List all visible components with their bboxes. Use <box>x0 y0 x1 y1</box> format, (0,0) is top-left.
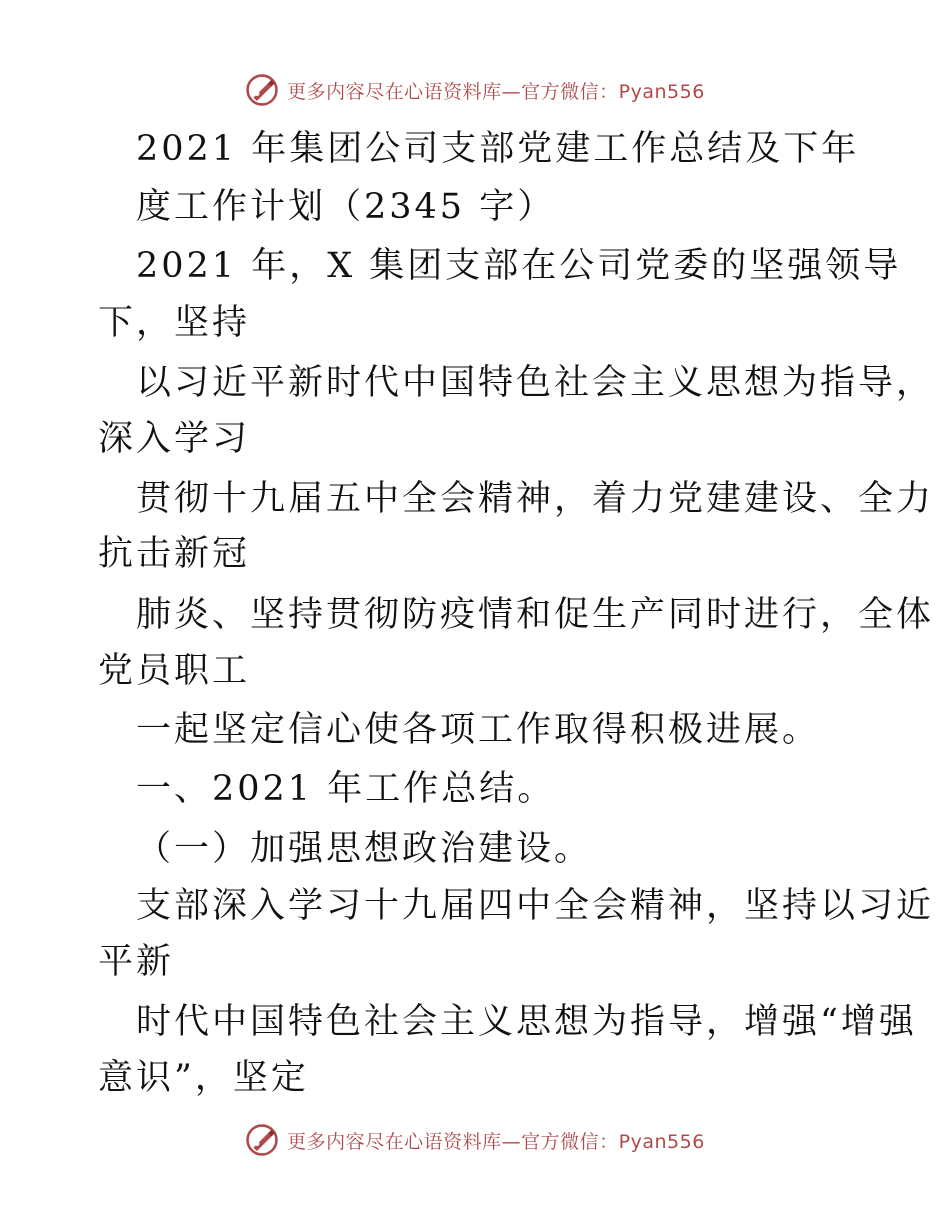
text-line: 抗击新冠 <box>98 534 251 574</box>
watermark-footer <box>0 1120 950 1160</box>
text-line: 平新 <box>98 942 175 982</box>
watermark-text: 更多内容尽在心语资料库—官方微信：Pyan556 <box>287 80 705 103</box>
text-line: 贯彻十九届五中全会精神，着力党建建设、全力 <box>136 479 935 519</box>
text-line: 深入学习 <box>98 419 251 459</box>
watermark-text: 更多内容尽在心语资料库—官方微信：Pyan556 <box>287 1130 705 1153</box>
text-line: 意识”，坚定 <box>98 1058 309 1098</box>
text-line: 时代中国特色社会主义思想为指导，增强“增强 <box>136 1002 917 1042</box>
section-heading: 一、2021 年工作总结。 <box>136 769 556 809</box>
pen-logo-icon <box>245 1123 279 1157</box>
text-line: 一起坚定信心使各项工作取得积极进展。 <box>136 710 821 750</box>
text-line: 以习近平新时代中国特色社会主义思想为指导， <box>136 363 935 403</box>
pen-logo-icon <box>245 73 279 107</box>
title-line-2: 度工作计划（2345 字） <box>136 187 556 227</box>
text-line: 下，坚持 <box>98 303 251 343</box>
subsection-heading: （一）加强思想政治建设。 <box>136 829 593 869</box>
title-line-1: 2021 年集团公司支部党建工作总结及下年 <box>136 129 860 169</box>
text-line: 2021 年，X 集团支部在公司党委的坚强领导 <box>136 246 902 286</box>
text-line: 支部深入学习十九届四中全会精神，坚持以习近 <box>136 886 935 926</box>
watermark-header <box>0 70 950 110</box>
text-line: 党员职工 <box>98 651 251 691</box>
text-line: 肺炎、坚持贯彻防疫情和促生产同时进行，全体 <box>136 595 935 635</box>
